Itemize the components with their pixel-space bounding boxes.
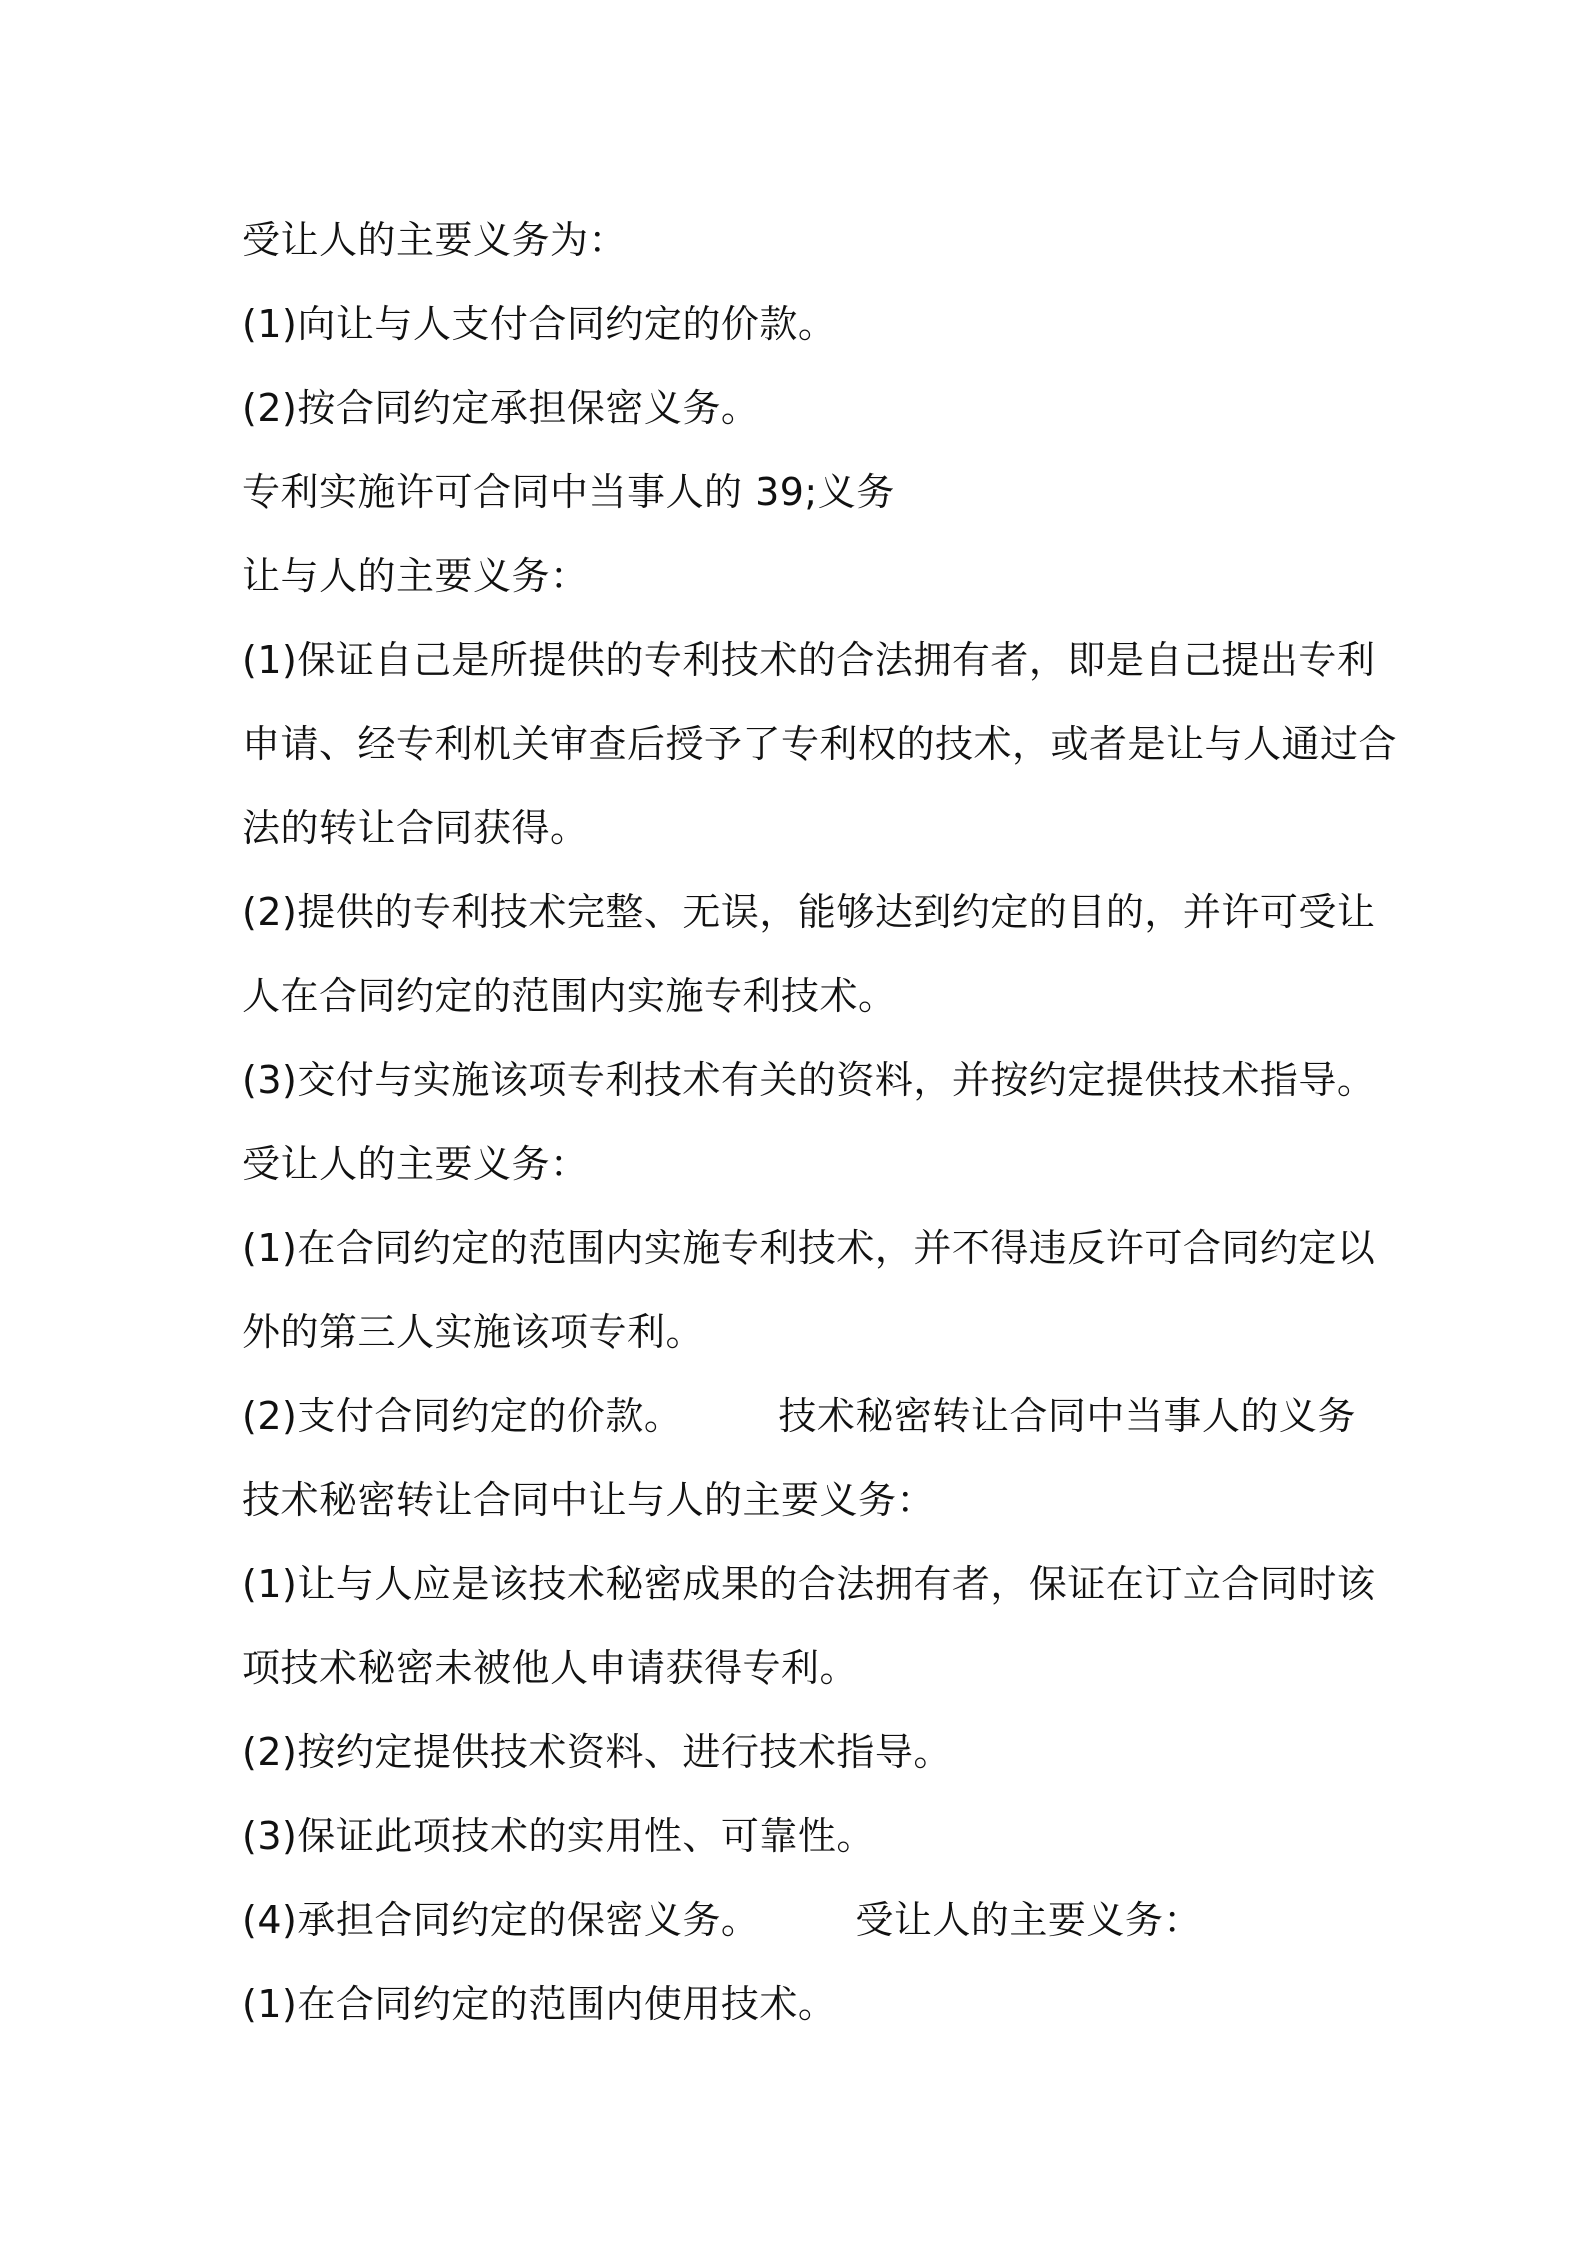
text-segment: 受让人的主要义务： <box>855 1898 1202 1942</box>
text-line-compound <box>242 1374 1362 1458</box>
text-line: (2)按约定提供技术资料、进行技术指导。 <box>242 1730 952 1774</box>
text-line: (1)让与人应是该技术秘密成果的合法拥有者，保证在订立合同时该 <box>242 1562 1376 1606</box>
text-line: 外的第三人实施该项专利。 <box>242 1310 705 1354</box>
document-body <box>242 198 1398 2046</box>
text-line: 受让人的主要义务为： <box>242 218 628 262</box>
text-line-compound <box>242 1878 1362 1962</box>
text-line: (1)在合同约定的范围内实施专利技术，并不得违反许可合同约定以 <box>242 1226 1376 1270</box>
text-line: (1)在合同约定的范围内使用技术。 <box>242 1982 837 2026</box>
text-line: (2)提供的专利技术完整、无误，能够达到约定的目的，并许可受让 <box>242 890 1376 934</box>
text-line: 项技术秘密未被他人申请获得专利。 <box>242 1646 859 1690</box>
text-line: 人在合同约定的范围内实施专利技术。 <box>242 974 897 1018</box>
text-segment: (2)支付合同约定的价款。 <box>242 1394 683 1438</box>
text-line: 受让人的主要义务： <box>242 1142 589 1186</box>
text-line: 申请、经专利机关审查后授予了专利权的技术，或者是让与人通过合 <box>242 722 1398 766</box>
text-segment: 技术秘密转让合同中当事人的义务 <box>778 1394 1356 1438</box>
text-line: 让与人的主要义务： <box>242 554 589 598</box>
text-line: (1)向让与人支付合同约定的价款。 <box>242 302 837 346</box>
text-line: (3)交付与实施该项专利技术有关的资料，并按约定提供技术指导。 <box>242 1058 1376 1102</box>
text-line: 技术秘密转让合同中让与人的主要义务： <box>242 1478 936 1522</box>
text-line: 专利实施许可合同中当事人的 39;义务 <box>242 470 895 514</box>
text-line: 法的转让合同获得。 <box>242 806 589 850</box>
text-segment: (4)承担合同约定的保密义务。 <box>242 1898 760 1942</box>
text-line: (2)按合同约定承担保密义务。 <box>242 386 760 430</box>
text-line: (1)保证自己是所提供的专利技术的合法拥有者，即是自己提出专利 <box>242 638 1376 682</box>
text-line: (3)保证此项技术的实用性、可靠性。 <box>242 1814 875 1858</box>
